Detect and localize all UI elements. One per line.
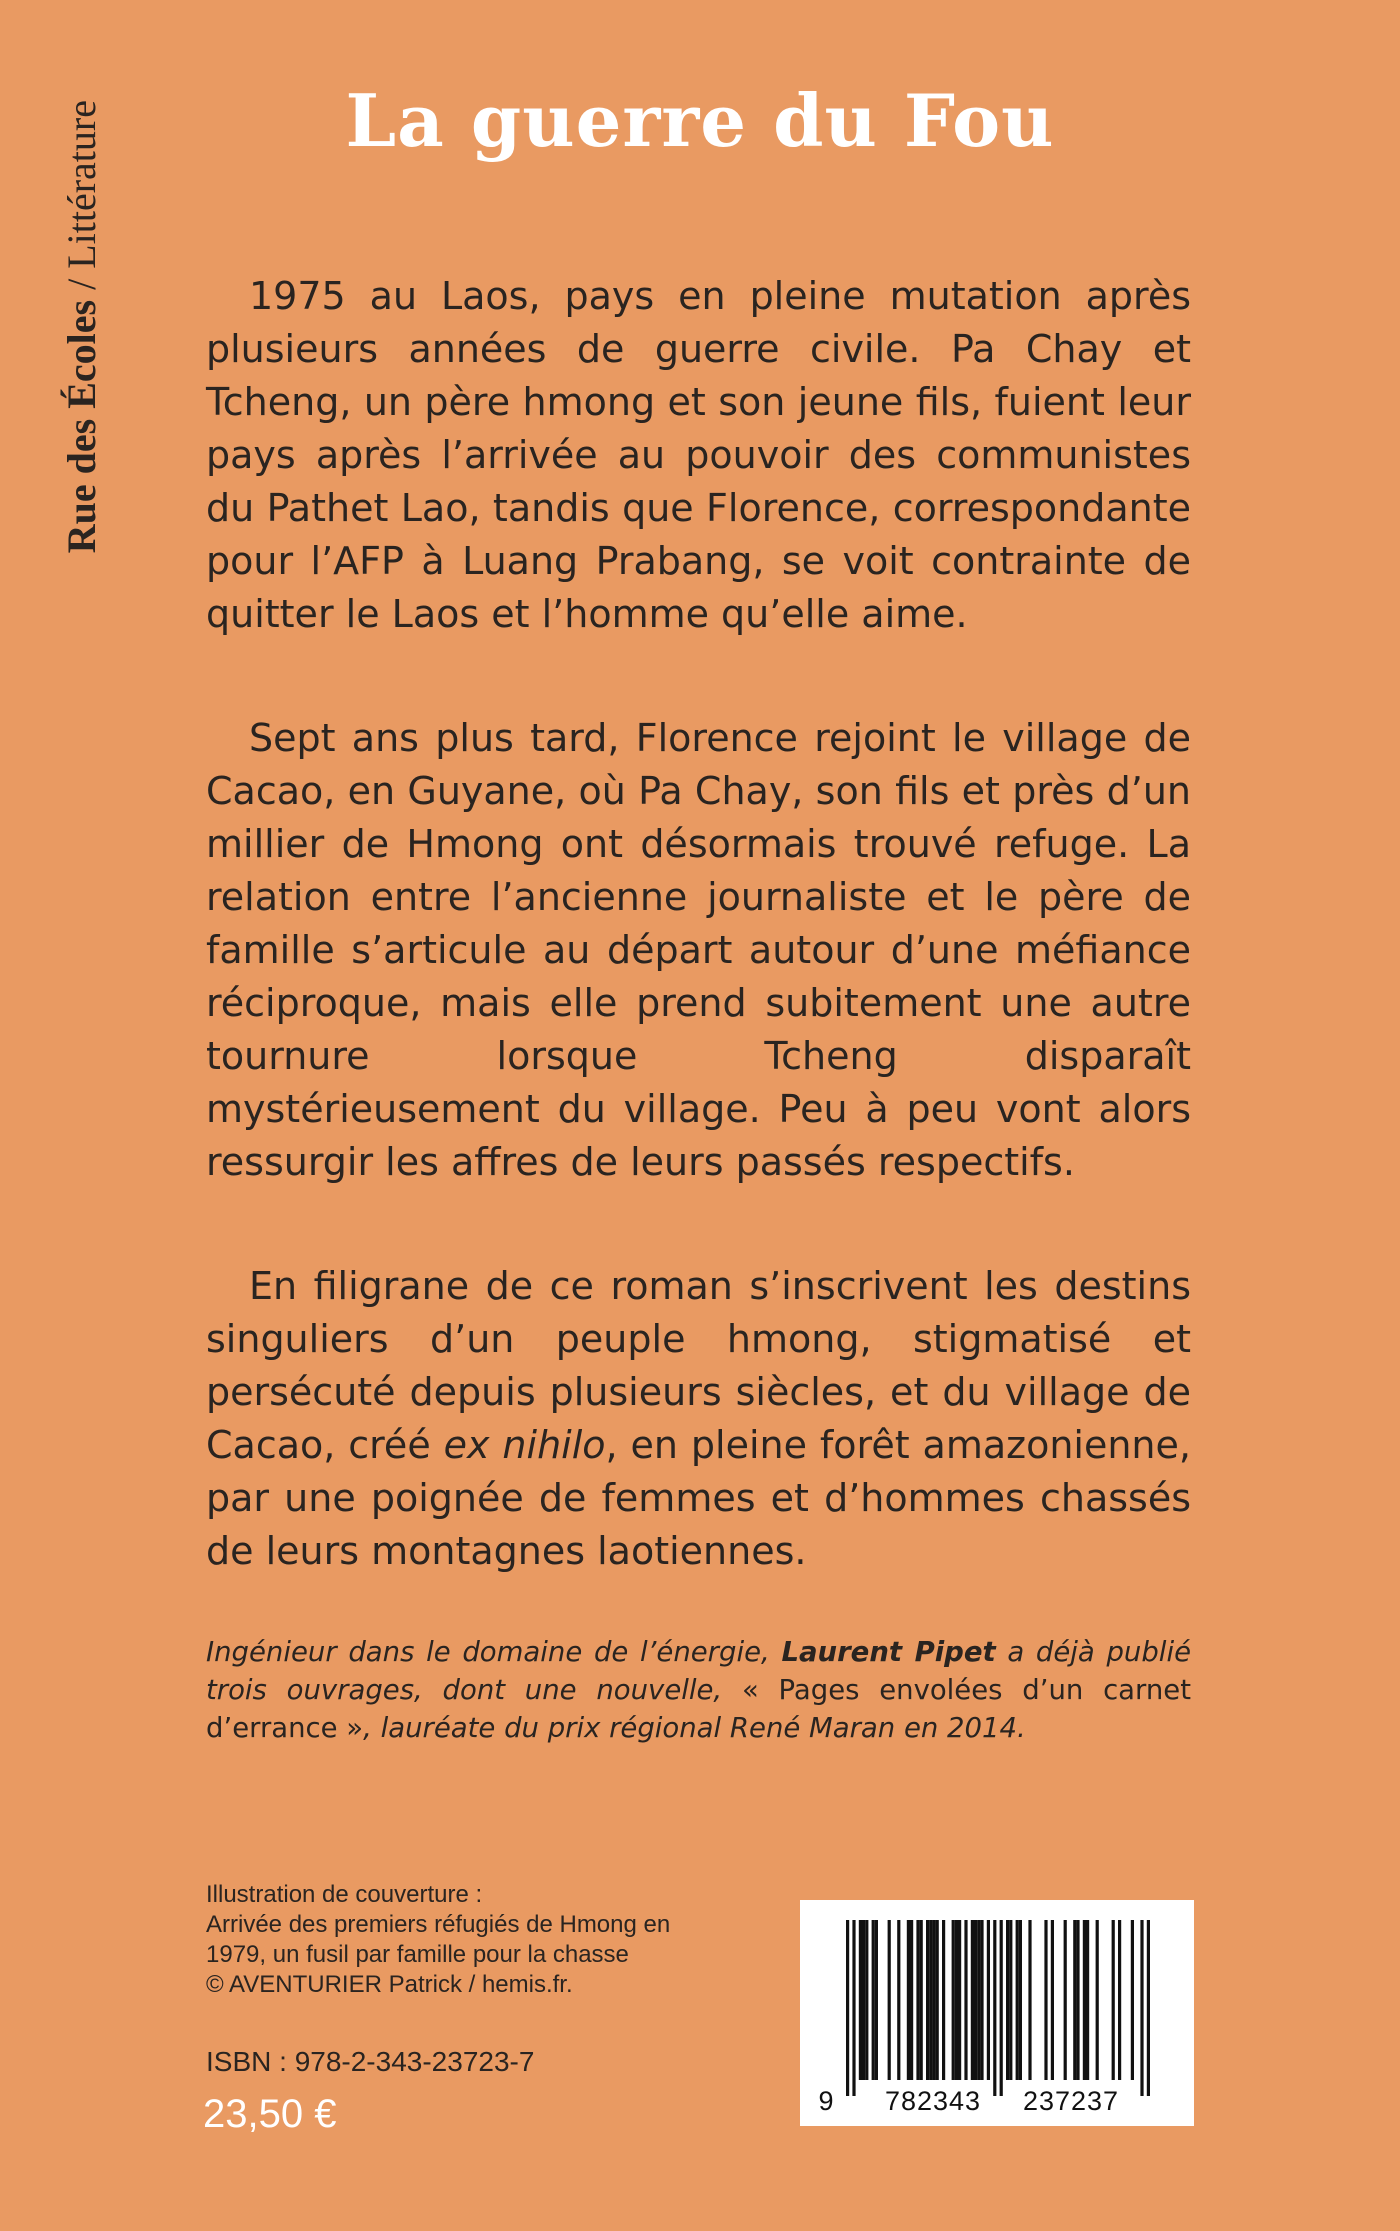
- barcode-bar: [1083, 1920, 1086, 2080]
- barcode-bar: [1051, 1920, 1054, 2080]
- barcode-bar: [875, 1920, 878, 2080]
- bio-author-name: Laurent Pipet: [781, 1636, 996, 1668]
- barcode-left-digits: 782343: [884, 2086, 982, 2116]
- cover-credits: [206, 1880, 746, 2000]
- barcode-bar: [1076, 1920, 1079, 2080]
- credits-line-4: © AVENTURIER Patrick / hemis.fr.: [206, 1971, 573, 1998]
- barcode-bar: [1044, 1920, 1047, 2080]
- barcode-bar: [1118, 1920, 1121, 2080]
- barcode-bar: [926, 1920, 929, 2080]
- barcode-bar: [964, 1920, 967, 2080]
- barcode-bar: [910, 1920, 913, 2080]
- barcode-bar: [1009, 1920, 1012, 2080]
- blurb: [206, 270, 1191, 1649]
- spine-label: [52, 100, 112, 620]
- spine-text: [52, 100, 112, 620]
- p3-italic: ex nihilo: [443, 1423, 606, 1467]
- barcode-bar: [932, 1920, 935, 2080]
- isbn: ISBN : 978-2-343-23723-7: [206, 2046, 535, 2077]
- p3-after: , en pleine forêt amazonienne, par une poignée de femmes et d’hommes chassés de leurs montagnes laotiennes.: [206, 1423, 1191, 1573]
- barcode-bar: [846, 1920, 849, 2096]
- barcode-first-digit: 9: [818, 2086, 834, 2116]
- barcode-graphic: [800, 1900, 1194, 2126]
- blurb-paragraph-3: [206, 1260, 1191, 1578]
- barcode-bar: [1064, 1920, 1067, 2080]
- credits-line-2: Arrivée des premiers réfugiés de Hmong en: [206, 1911, 671, 1938]
- price: 23,50 €: [203, 2092, 337, 2136]
- blurb-paragraph-1: 1975 au Laos, pays en pleine mutation après plusieurs années de guerre civile. Pa Chay et Tcheng, un père hmong et son jeune fils, fuient leur pays après l’arrivée au pouvoir des communistes du Pathet Lao, tandis que Florence, correspondante pour l’AFP à Luang Prabang, se voit contrainte de quitter le Laos et l’homme qu’elle aime.: [206, 274, 1191, 636]
- barcode: [800, 1900, 1194, 2126]
- barcode-bar: [958, 1920, 961, 2080]
- spine-separator: /: [59, 268, 104, 300]
- barcode-bar: [907, 1920, 910, 2080]
- bio-quote: « Pages envolées d’un carnet d’errance »: [206, 1674, 1191, 1744]
- barcode-bar: [980, 1920, 983, 2080]
- barcode-bar: [1086, 1920, 1089, 2080]
- bio-intro: Ingénieur dans le domaine de l’énergie,: [206, 1636, 782, 1668]
- barcode-bar: [872, 1920, 875, 2080]
- blurb-paragraph-2: Sept ans plus tard, Florence rejoint le village de Cacao, en Guyane, où Pa Chay, son fils et près d’un millier de Hmong ont désormais trouvé refuge. La relation entre l’ancienne journaliste et le père de famille s’articule au départ autour d’une méfiance réciproque, mais elle prend subitement une autre tournure lorsque Tcheng disparaît mystérieusement du village. Peu à peu vont alors ressurgir les affres de leurs passés respectifs.: [206, 716, 1191, 1184]
- barcode-bar: [1028, 1920, 1031, 2080]
- spine-category: Littérature: [59, 100, 104, 269]
- barcode-right-digits: 237237: [1022, 2086, 1120, 2116]
- book-title: La guerre du Fou: [345, 78, 1055, 163]
- barcode-bar: [897, 1920, 900, 2080]
- barcode-bar: [859, 1920, 862, 2080]
- barcode-bar: [993, 1920, 996, 2096]
- bio-middle: a déjà publié trois ouvrages, dont une nouvelle,: [206, 1636, 1192, 1706]
- barcode-bar: [1131, 1920, 1134, 2080]
- barcode-bar: [936, 1920, 939, 2080]
- barcode-bar: [1073, 1920, 1076, 2080]
- barcode-bar: [920, 1920, 923, 2080]
- barcode-bar: [1096, 1920, 1099, 2080]
- spine-series: Rue des Écoles: [59, 299, 104, 554]
- p3-before: En filigrane de ce roman s’inscrivent les destins singuliers d’un peuple hmong, stigmatisé et persécuté depuis plusieurs siècles, et du village de Cacao, créé: [206, 1264, 1191, 1467]
- barcode-bar: [852, 1920, 855, 2096]
- barcode-bar: [942, 1920, 945, 2080]
- barcode-bar: [974, 1920, 977, 2080]
- barcode-bar: [916, 1920, 919, 2080]
- barcode-bar: [888, 1920, 891, 2080]
- barcode-bar: [1140, 1920, 1143, 2096]
- barcode-bar: [1016, 1920, 1019, 2080]
- barcode-bar: [987, 1920, 990, 2080]
- bio-end: , lauréate du prix régional René Maran en 2014.: [363, 1712, 1026, 1744]
- barcode-bar: [955, 1920, 958, 2080]
- barcode-bar: [952, 1920, 955, 2080]
- barcode-bar: [971, 1920, 974, 2080]
- barcode-bar: [1112, 1920, 1115, 2080]
- barcode-bar: [977, 1920, 980, 2080]
- credits-line-1: Illustration de couverture :: [206, 1881, 483, 1908]
- barcode-bar: [1147, 1920, 1150, 2096]
- barcode-bar: [1006, 1920, 1009, 2080]
- barcode-bar: [865, 1920, 868, 2080]
- barcode-bar: [1000, 1920, 1003, 2096]
- barcode-bar: [929, 1920, 932, 2080]
- barcode-bar: [862, 1920, 865, 2080]
- author-bio: [206, 1633, 1191, 1747]
- barcode-bar: [1019, 1920, 1022, 2080]
- credits-line-3: 1979, un fusil par famille pour la chasse: [206, 1941, 629, 1968]
